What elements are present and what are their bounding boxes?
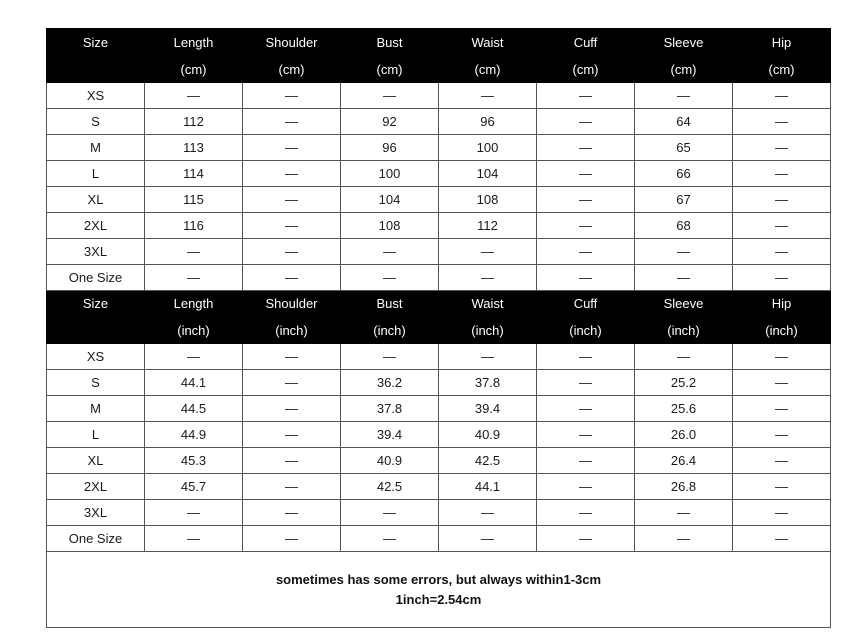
table-row xyxy=(47,526,831,552)
measurement-cell: — xyxy=(243,83,341,109)
measurement-cell: — xyxy=(341,83,439,109)
measurement-cell: — xyxy=(243,109,341,135)
measurement-cell: — xyxy=(635,83,733,109)
unit-label: (cm) xyxy=(733,57,831,83)
measurement-cell: 44.1 xyxy=(439,474,537,500)
measurement-cell: — xyxy=(733,135,831,161)
measurement-cell: — xyxy=(243,474,341,500)
measurement-cell: 112 xyxy=(145,109,243,135)
size-label: XS xyxy=(47,83,145,109)
size-table xyxy=(46,28,831,552)
size-table-body xyxy=(47,29,831,552)
measurement-cell: 40.9 xyxy=(439,422,537,448)
unit-label: (inch) xyxy=(733,318,831,344)
measurement-cell: — xyxy=(537,500,635,526)
measurement-cell: 36.2 xyxy=(341,370,439,396)
measurement-cell: 25.6 xyxy=(635,396,733,422)
size-chart xyxy=(46,28,831,628)
table-row xyxy=(47,448,831,474)
table-row xyxy=(47,500,831,526)
unit-label: (inch) xyxy=(243,318,341,344)
measurement-cell: — xyxy=(243,239,341,265)
measurement-cell: — xyxy=(635,344,733,370)
measurement-cell: — xyxy=(635,265,733,291)
measurement-cell: 44.1 xyxy=(145,370,243,396)
table-row xyxy=(47,422,831,448)
measurement-cell: 25.2 xyxy=(635,370,733,396)
column-header: Hip xyxy=(733,291,831,318)
measurement-cell: — xyxy=(733,213,831,239)
measurement-cell: — xyxy=(243,422,341,448)
table-row xyxy=(47,109,831,135)
measurement-cell: — xyxy=(243,187,341,213)
unit-label xyxy=(47,57,145,83)
measurement-cell: — xyxy=(537,526,635,552)
measurement-cell: 65 xyxy=(635,135,733,161)
measurement-cell: 92 xyxy=(341,109,439,135)
measurement-cell: — xyxy=(635,500,733,526)
measurement-cell: — xyxy=(243,344,341,370)
measurement-cell: — xyxy=(341,526,439,552)
measurement-cell: — xyxy=(733,239,831,265)
measurement-cell: 64 xyxy=(635,109,733,135)
size-label: One Size xyxy=(47,526,145,552)
measurement-cell: — xyxy=(439,526,537,552)
size-label: One Size xyxy=(47,265,145,291)
measurement-cell: 39.4 xyxy=(341,422,439,448)
column-header: Bust xyxy=(341,29,439,57)
measurement-cell: — xyxy=(243,161,341,187)
measurement-cell: 112 xyxy=(439,213,537,239)
measurement-cell: 66 xyxy=(635,161,733,187)
measurement-cell: 96 xyxy=(341,135,439,161)
measurement-cell: — xyxy=(341,500,439,526)
measurement-cell: — xyxy=(733,161,831,187)
header-row xyxy=(47,291,831,318)
measurement-cell: — xyxy=(733,265,831,291)
measurement-cell: — xyxy=(537,265,635,291)
size-label: M xyxy=(47,396,145,422)
measurement-cell: — xyxy=(733,344,831,370)
measurement-cell: — xyxy=(243,526,341,552)
measurement-cell: 116 xyxy=(145,213,243,239)
column-header: Length xyxy=(145,29,243,57)
measurement-cell: 100 xyxy=(439,135,537,161)
measurement-cell: — xyxy=(537,109,635,135)
measurement-cell: — xyxy=(537,474,635,500)
measurement-cell: — xyxy=(733,109,831,135)
measurement-cell: 113 xyxy=(145,135,243,161)
measurement-cell: — xyxy=(341,344,439,370)
size-label: 2XL xyxy=(47,474,145,500)
measurement-cell: 45.7 xyxy=(145,474,243,500)
measurement-cell: — xyxy=(537,239,635,265)
unit-label xyxy=(47,318,145,344)
measurement-cell: 108 xyxy=(341,213,439,239)
measurement-cell: — xyxy=(537,83,635,109)
measurement-cell: — xyxy=(145,265,243,291)
column-header: Cuff xyxy=(537,291,635,318)
measurement-cell: — xyxy=(243,396,341,422)
measurement-cell: 108 xyxy=(439,187,537,213)
size-label: S xyxy=(47,109,145,135)
measurement-cell: — xyxy=(733,526,831,552)
unit-label: (cm) xyxy=(537,57,635,83)
measurement-cell: — xyxy=(537,213,635,239)
unit-label: (cm) xyxy=(145,57,243,83)
measurement-cell: — xyxy=(733,83,831,109)
column-header: Size xyxy=(47,29,145,57)
measurement-cell: 96 xyxy=(439,109,537,135)
measurement-cell: — xyxy=(733,370,831,396)
measurement-cell: 45.3 xyxy=(145,448,243,474)
size-label: L xyxy=(47,422,145,448)
unit-label: (cm) xyxy=(341,57,439,83)
measurement-cell: 104 xyxy=(341,187,439,213)
size-label: 3XL xyxy=(47,239,145,265)
column-header: Hip xyxy=(733,29,831,57)
error-note: sometimes has some errors, but always within1-3cm xyxy=(275,571,602,587)
unit-label: (inch) xyxy=(635,318,733,344)
table-row xyxy=(47,370,831,396)
table-row xyxy=(47,83,831,109)
measurement-cell: — xyxy=(733,422,831,448)
column-header: Waist xyxy=(439,29,537,57)
header-row xyxy=(47,29,831,57)
measurement-cell: 68 xyxy=(635,213,733,239)
unit-label: (inch) xyxy=(145,318,243,344)
table-row xyxy=(47,396,831,422)
measurement-cell: — xyxy=(439,239,537,265)
measurement-cell: 26.4 xyxy=(635,448,733,474)
column-header: Size xyxy=(47,291,145,318)
measurement-cell: — xyxy=(537,187,635,213)
measurement-cell: — xyxy=(537,448,635,474)
table-row xyxy=(47,213,831,239)
measurement-cell: — xyxy=(537,344,635,370)
measurement-cell: 26.8 xyxy=(635,474,733,500)
unit-label: (cm) xyxy=(243,57,341,83)
table-row xyxy=(47,161,831,187)
measurement-cell: — xyxy=(537,396,635,422)
table-row xyxy=(47,187,831,213)
measurement-cell: — xyxy=(439,265,537,291)
measurement-cell: — xyxy=(733,500,831,526)
column-header: Sleeve xyxy=(635,29,733,57)
table-row xyxy=(47,265,831,291)
measurement-cell: — xyxy=(439,500,537,526)
measurement-cell: 40.9 xyxy=(341,448,439,474)
unit-row xyxy=(47,57,831,83)
measurement-cell: 42.5 xyxy=(341,474,439,500)
measurement-cell: 26.0 xyxy=(635,422,733,448)
measurement-cell: — xyxy=(145,500,243,526)
measurement-cell: 100 xyxy=(341,161,439,187)
size-label: L xyxy=(47,161,145,187)
measurement-cell: — xyxy=(243,213,341,239)
measurement-cell: 44.9 xyxy=(145,422,243,448)
table-row xyxy=(47,344,831,370)
measurement-cell: — xyxy=(733,396,831,422)
measurement-cell: 37.8 xyxy=(341,396,439,422)
measurement-cell: — xyxy=(145,526,243,552)
column-header: Sleeve xyxy=(635,291,733,318)
measurement-cell: — xyxy=(733,187,831,213)
measurement-cell: 114 xyxy=(145,161,243,187)
measurement-cell: 67 xyxy=(635,187,733,213)
unit-label: (cm) xyxy=(635,57,733,83)
measurement-cell: — xyxy=(635,526,733,552)
column-header: Waist xyxy=(439,291,537,318)
measurement-cell: — xyxy=(243,448,341,474)
measurement-cell: — xyxy=(243,265,341,291)
measurement-cell: — xyxy=(537,161,635,187)
measurement-cell: — xyxy=(243,370,341,396)
unit-label: (inch) xyxy=(439,318,537,344)
table-row xyxy=(47,135,831,161)
size-label: 3XL xyxy=(47,500,145,526)
measurement-cell: — xyxy=(733,474,831,500)
measurement-cell: — xyxy=(439,344,537,370)
measurement-cell: — xyxy=(537,370,635,396)
measurement-cell: — xyxy=(145,344,243,370)
measurement-cell: — xyxy=(341,239,439,265)
unit-label: (inch) xyxy=(537,318,635,344)
measurement-cell: 115 xyxy=(145,187,243,213)
measurement-cell: 104 xyxy=(439,161,537,187)
size-label: XS xyxy=(47,344,145,370)
measurement-cell: — xyxy=(537,135,635,161)
measurement-cell: 44.5 xyxy=(145,396,243,422)
column-header: Cuff xyxy=(537,29,635,57)
column-header: Length xyxy=(145,291,243,318)
measurement-cell: — xyxy=(145,83,243,109)
footer-note-box xyxy=(46,552,831,628)
column-header: Shoulder xyxy=(243,29,341,57)
conversion-note: 1inch=2.54cm xyxy=(395,591,482,607)
measurement-cell: — xyxy=(439,83,537,109)
measurement-cell: — xyxy=(145,239,243,265)
unit-label: (cm) xyxy=(439,57,537,83)
size-label: XL xyxy=(47,448,145,474)
size-label: S xyxy=(47,370,145,396)
measurement-cell: 37.8 xyxy=(439,370,537,396)
table-row xyxy=(47,474,831,500)
measurement-cell: — xyxy=(243,500,341,526)
column-header: Shoulder xyxy=(243,291,341,318)
measurement-cell: — xyxy=(733,448,831,474)
size-label: M xyxy=(47,135,145,161)
measurement-cell: — xyxy=(341,265,439,291)
measurement-cell: — xyxy=(537,422,635,448)
unit-label: (inch) xyxy=(341,318,439,344)
unit-row xyxy=(47,318,831,344)
table-row xyxy=(47,239,831,265)
measurement-cell: — xyxy=(635,239,733,265)
measurement-cell: 42.5 xyxy=(439,448,537,474)
size-label: XL xyxy=(47,187,145,213)
measurement-cell: 39.4 xyxy=(439,396,537,422)
measurement-cell: — xyxy=(243,135,341,161)
size-label: 2XL xyxy=(47,213,145,239)
column-header: Bust xyxy=(341,291,439,318)
